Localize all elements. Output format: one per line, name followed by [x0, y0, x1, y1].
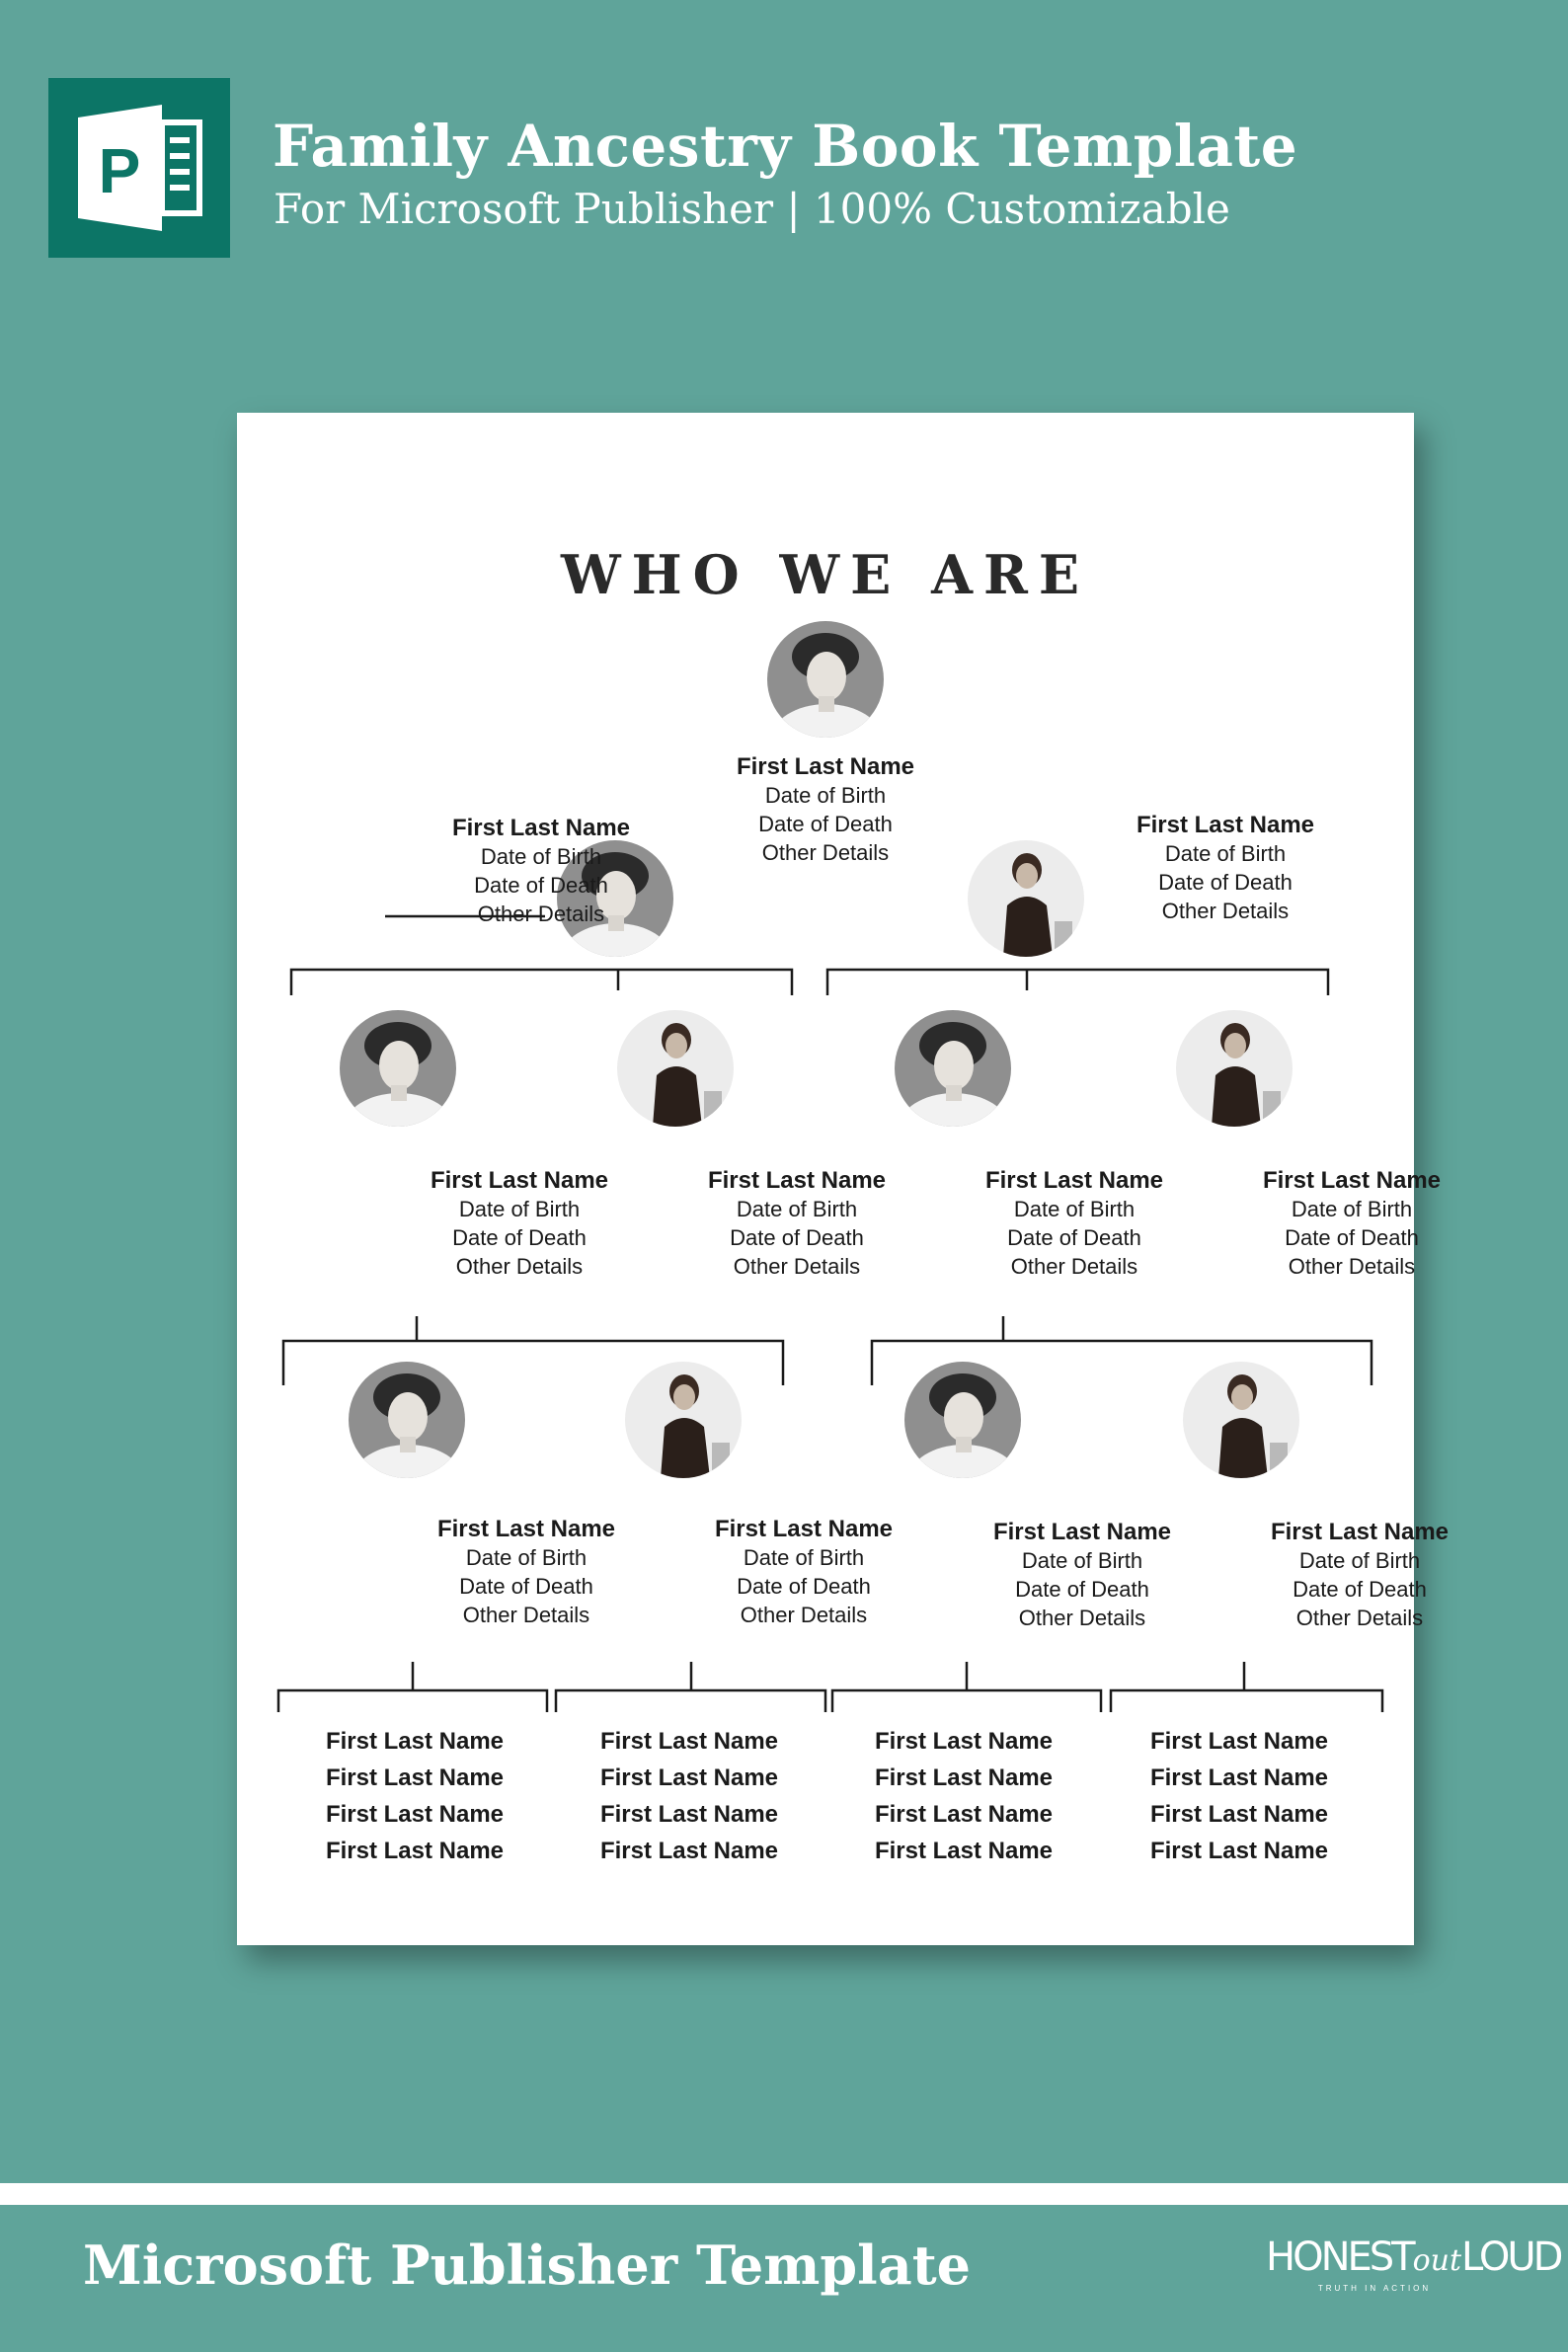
- person-details: Other Details: [1295, 1606, 1424, 1630]
- person-details: Other Details: [462, 1603, 590, 1627]
- person-death: Date of Death: [1285, 1225, 1419, 1250]
- person-card: [964, 1518, 1201, 1632]
- person-card: [707, 752, 944, 867]
- footer-divider: [0, 2183, 1568, 2205]
- portrait-man-photo: [625, 1362, 742, 1478]
- portrait-man-photo: [968, 840, 1084, 957]
- person-details: Other Details: [455, 1254, 584, 1279]
- person-card: [423, 814, 660, 928]
- person-birth: Date of Birth: [743, 1545, 865, 1570]
- template-page: [237, 413, 1450, 1945]
- list-item: First Last Name: [874, 1838, 1054, 1864]
- list-item: First Last Name: [1149, 1764, 1329, 1791]
- logo-letter: P: [98, 135, 141, 206]
- person-card: [678, 1166, 915, 1281]
- person-birth: Date of Birth: [764, 783, 887, 808]
- portrait-woman-photo: [904, 1362, 1021, 1478]
- person-birth: Date of Birth: [480, 844, 602, 869]
- portrait-man-photo: [617, 1010, 734, 1127]
- brand-logo: [1266, 2234, 1561, 2294]
- person-details: Other Details: [1018, 1606, 1146, 1630]
- person-death: Date of Death: [758, 812, 893, 836]
- person-name: First Last Name: [1270, 1519, 1450, 1545]
- portrait-woman-photo: [349, 1362, 465, 1478]
- person-card: [1241, 1518, 1478, 1632]
- person-birth: Date of Birth: [1013, 1197, 1136, 1221]
- person-birth: Date of Birth: [458, 1197, 581, 1221]
- person-card: [408, 1515, 645, 1629]
- person-details: Other Details: [1010, 1254, 1138, 1279]
- person-death: Date of Death: [1015, 1577, 1149, 1602]
- person-name: First Last Name: [984, 1167, 1164, 1194]
- list-item: First Last Name: [325, 1801, 505, 1828]
- name-list: [845, 1723, 1082, 1869]
- person-name: First Last Name: [707, 1167, 887, 1194]
- list-item: First Last Name: [599, 1838, 779, 1864]
- portrait-woman-photo: [767, 621, 884, 738]
- person-name: First Last Name: [436, 1516, 616, 1542]
- person-name: First Last Name: [1136, 812, 1315, 838]
- person-details: Other Details: [477, 902, 605, 926]
- person-death: Date of Death: [1158, 870, 1293, 895]
- person-name: First Last Name: [714, 1516, 894, 1542]
- page-heading: WHO WE ARE: [560, 543, 1091, 606]
- portrait-woman-photo: [895, 1010, 1011, 1127]
- person-name: First Last Name: [430, 1167, 609, 1194]
- person-birth: Date of Birth: [736, 1197, 858, 1221]
- portrait-man-photo: [1183, 1362, 1299, 1478]
- person-name: First Last Name: [992, 1519, 1172, 1545]
- person-birth: Date of Birth: [1298, 1548, 1421, 1573]
- person-card: [685, 1515, 922, 1629]
- person-card: [1233, 1166, 1470, 1281]
- brand-mid-text: out: [1412, 2243, 1462, 2278]
- person-birth: Date of Birth: [1164, 841, 1287, 866]
- list-item: First Last Name: [1149, 1801, 1329, 1828]
- person-name: First Last Name: [451, 815, 631, 841]
- person-details: Other Details: [1161, 899, 1290, 923]
- portrait-man-photo: [1176, 1010, 1293, 1127]
- person-details: Other Details: [740, 1603, 868, 1627]
- list-item: First Last Name: [599, 1728, 779, 1755]
- name-list: [571, 1723, 808, 1869]
- name-list: [296, 1723, 533, 1869]
- list-item: First Last Name: [874, 1764, 1054, 1791]
- person-death: Date of Death: [730, 1225, 864, 1250]
- list-item: First Last Name: [325, 1764, 505, 1791]
- person-details: Other Details: [1288, 1254, 1416, 1279]
- person-birth: Date of Birth: [1021, 1548, 1143, 1573]
- list-item: First Last Name: [874, 1728, 1054, 1755]
- brand-right-text: LOUD: [1461, 2234, 1561, 2280]
- person-details: Other Details: [733, 1254, 861, 1279]
- person-name: First Last Name: [1262, 1167, 1442, 1194]
- person-birth: Date of Birth: [465, 1545, 588, 1570]
- brand-left-text: HONEST: [1266, 2234, 1413, 2280]
- brand-tagline: TRUTH IN ACTION: [1317, 2284, 1432, 2293]
- person-death: Date of Death: [474, 873, 608, 898]
- list-item: First Last Name: [599, 1801, 779, 1828]
- list-item: First Last Name: [325, 1728, 505, 1755]
- list-item: First Last Name: [325, 1838, 505, 1864]
- person-birth: Date of Birth: [1291, 1197, 1413, 1221]
- person-death: Date of Death: [737, 1574, 871, 1599]
- person-death: Date of Death: [452, 1225, 587, 1250]
- person-card: [1107, 811, 1344, 925]
- page-subtitle: For Microsoft Publisher | 100% Customizable: [274, 185, 1230, 233]
- portrait-woman-photo: [340, 1010, 456, 1127]
- page-title: Family Ancestry Book Template: [273, 113, 1298, 180]
- person-death: Date of Death: [1293, 1577, 1427, 1602]
- list-item: First Last Name: [1149, 1728, 1329, 1755]
- microsoft-publisher-icon: [48, 78, 230, 258]
- name-list: [1121, 1723, 1358, 1869]
- list-item: First Last Name: [599, 1764, 779, 1791]
- brand-wordmark: [1266, 2234, 1561, 2284]
- person-details: Other Details: [761, 840, 890, 865]
- footer-label: Microsoft Publisher Template: [83, 2234, 971, 2297]
- person-card: [956, 1166, 1193, 1281]
- person-card: [401, 1166, 638, 1281]
- list-item: First Last Name: [1149, 1838, 1329, 1864]
- list-item: First Last Name: [874, 1801, 1054, 1828]
- person-death: Date of Death: [1007, 1225, 1141, 1250]
- person-death: Date of Death: [459, 1574, 593, 1599]
- person-name: First Last Name: [736, 753, 915, 780]
